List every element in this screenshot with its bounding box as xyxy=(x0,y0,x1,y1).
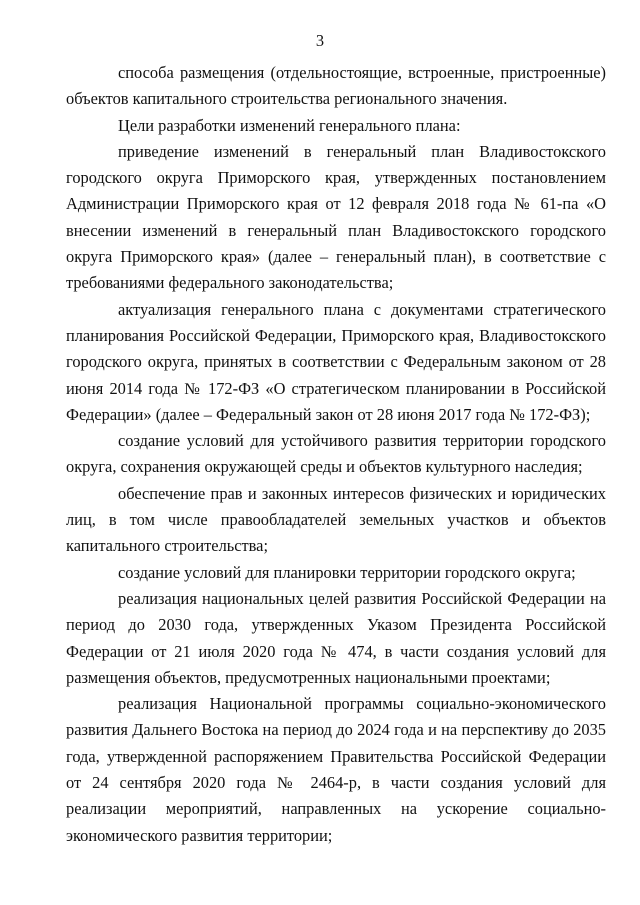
page-number: 3 xyxy=(315,31,325,50)
body-text xyxy=(66,60,606,849)
paragraph-1: способа размещения (отдельностоящие, встроенные, пристроенные) объектов капитального строительства регионального значения. xyxy=(66,63,606,109)
paragraph-9: реализация Национальной программы социально-экономического развития Дальнего Востока на период до 2024 года и на перспективу до 2035 года, утвержденной распоряжением Правительства Российской Федерации от 24 сентября 2020 года № 2464-р, в части создания условий для реализации мероприятий, направленных на ускорение социально-экономического развития территории; xyxy=(66,694,606,845)
paragraph-6: обеспечение прав и законных интересов физических и юридических лиц, в том числе правообладателей земельных участков и объектов капитального строительства; xyxy=(66,483,606,556)
paragraph-7: создание условий для планировки территории городского округа; xyxy=(118,562,576,582)
paragraph-4: актуализация генерального плана с документами стратегического планирования Российской Федерации, Приморского края, Владивостокского городского округа, принятых в соответствии с Федеральным законом от 28 июня 2014 года № 172-ФЗ «О стратегическом планировании в Российской Федерации» (далее – Федеральный закон от 28 июня 2017 года № 172-ФЗ); xyxy=(66,299,606,424)
paragraph-3: приведение изменений в генеральный план Владивостокского городского округа Приморского края, утвержденных постановлением Администрации Приморского края от 12 февраля 2018 года № 61-па «О внесении изменений в генеральный план Владивостокского городского округа Приморского края» (далее – генеральный план), в соответствие с требованиями федерального законодательства; xyxy=(66,141,606,293)
paragraph-2: Цели разработки изменений генерального плана: xyxy=(118,115,461,135)
paragraph-5: создание условий для устойчивого развития территории городского округа, сохранения окружающей среды и объектов культурного наследия; xyxy=(66,431,606,477)
paragraph-8: реализация национальных целей развития Российской Федерации на период до 2030 года, утвержденных Указом Президента Российской Федерации от 21 июля 2020 года № 474, в части создания условий для размещения объектов, предусмотренных национальными проектами; xyxy=(66,588,606,687)
